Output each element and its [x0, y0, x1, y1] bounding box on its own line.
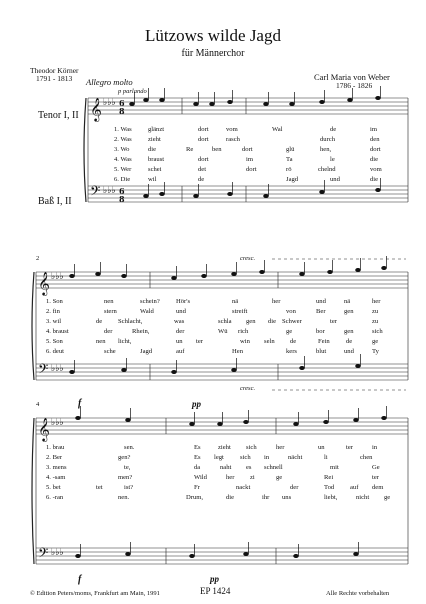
lyric-syllable: her [272, 298, 281, 305]
dynamic-pianissimo: pp [210, 574, 219, 584]
lyric-syllable: der [104, 328, 113, 335]
lyric-syllable: sich [372, 328, 383, 335]
lyric-syllable: ge [286, 328, 293, 335]
lyric-syllable: die [370, 156, 379, 163]
lyric-syllable: die [370, 176, 379, 183]
rights-notice: Alle Rechte vorbehalten [326, 590, 390, 597]
lyric-syllable: 5. Son [46, 338, 63, 345]
lyric-syllable: was [174, 318, 185, 325]
svg-text:♭♭♭: ♭♭♭ [103, 98, 116, 108]
lyric-syllable: ter [330, 318, 337, 325]
cresc-marking: cresc. [240, 385, 256, 392]
lyric-syllable: dort [370, 146, 381, 153]
svg-text:♭♭♭: ♭♭♭ [51, 272, 64, 282]
lyric-syllable: de [290, 338, 297, 345]
dynamic-forte: f [78, 574, 82, 585]
lyric-syllable: chen [360, 454, 373, 461]
lyric-syllable: auf [176, 348, 185, 355]
lyric-syllable: sich [246, 444, 257, 451]
svg-text:6: 6 [119, 98, 125, 108]
verse-1-line: 1. Was [114, 126, 132, 133]
lyric-syllable: ist? [124, 484, 134, 491]
lyric-syllable: 1. Son [46, 298, 63, 305]
lyric-syllable: Es [194, 444, 201, 451]
lyric-syllable: de [96, 318, 103, 325]
dynamic-marking: p parlando [118, 88, 147, 95]
lyric-syllable: nä [344, 298, 351, 305]
lyric-syllable: vom [370, 166, 382, 173]
lyric-syllable: sen. [124, 444, 135, 451]
lyric-syllable: dem [372, 484, 384, 491]
lyric-syllable: Rei [324, 474, 334, 481]
lyric-syllable: 1. brau [46, 444, 65, 451]
dynamic-forte: f [78, 398, 82, 409]
lyric-syllable: Hör's [176, 298, 191, 305]
lyric-syllable: durch [320, 136, 336, 143]
lyric-syllable: kers [286, 348, 297, 355]
lyric-syllable: zi [250, 474, 255, 481]
lyric-syllable: Jagd [286, 176, 299, 183]
lyric-syllable: glänzt [148, 126, 165, 133]
lyric-syllable: Ty [372, 348, 379, 355]
lyric-syllable: liebt, [324, 494, 338, 501]
poet-years: 1791 - 1813 [36, 74, 73, 83]
composer-name: Carl Maria von Weber [314, 72, 390, 82]
lyric-syllable: licht, [118, 338, 132, 345]
lyric-syllable: im [370, 126, 377, 133]
lyric-syllable: chelnd [318, 166, 336, 173]
lyric-syllable: mit [330, 464, 339, 471]
lyric-syllable: 2. Was [114, 136, 132, 143]
voice-label-bass: Baß I, II [38, 196, 72, 207]
lyric-syllable: schla [218, 318, 232, 325]
lyric-syllable: det [198, 166, 207, 173]
lyric-syllable: auf [350, 484, 359, 491]
lyric-syllable: Wald [140, 308, 154, 315]
lyric-syllable: es [246, 464, 252, 471]
treble-clef-icon: 𝄞 [38, 417, 50, 441]
lyric-syllable: zieht [218, 444, 231, 451]
lyric-syllable: gen? [118, 454, 131, 461]
svg-text:♭♭♭: ♭♭♭ [51, 548, 64, 558]
lyric-syllable: un [318, 444, 325, 451]
lyric-syllable: der [176, 328, 185, 335]
lyric-syllable: die [226, 494, 235, 501]
lyric-syllable: zu [372, 308, 379, 315]
composer-years: 1786 - 1826 [336, 81, 373, 90]
lyric-syllable: li [324, 454, 328, 461]
lyric-syllable: nackt [236, 484, 251, 491]
lyric-syllable: dort [198, 156, 209, 163]
lyric-syllable: ihr [262, 494, 270, 501]
lyric-syllable: gen [344, 328, 354, 335]
lyric-syllable: stern [104, 308, 117, 315]
lyric-syllable: Wal [272, 126, 283, 133]
lyric-syllable: un [176, 338, 183, 345]
lyric-syllable: Tod [324, 484, 335, 491]
lyric-syllable: de [198, 176, 205, 183]
lyric-syllable: her [372, 298, 381, 305]
lyric-syllable: da [194, 464, 201, 471]
lyric-syllable: sche [104, 348, 116, 355]
lyric-syllable: Drum, [186, 494, 204, 501]
cresc-marking: cresc. [240, 255, 256, 262]
lyric-syllable: her [276, 444, 285, 451]
lyric-syllable: Ta [286, 156, 293, 163]
bass-clef-icon: 𝄢 [38, 361, 49, 380]
staff-system-1-bass [88, 186, 408, 202]
lyric-syllable: von [286, 308, 296, 315]
lyric-syllable: Wild [194, 474, 207, 481]
staff-system-2-bass [36, 364, 408, 380]
lyric-syllable: seln [264, 338, 275, 345]
lyric-syllable: und [330, 176, 340, 183]
lyric-syllable: Wü [218, 328, 228, 335]
lyric-syllable: ge [276, 474, 283, 481]
lyric-syllable: te, [124, 464, 131, 471]
lyric-syllable: rich [238, 328, 249, 335]
lyric-syllable: tet [96, 484, 103, 491]
staff-system-3-treble [36, 418, 408, 434]
lyric-syllable: nen [104, 298, 114, 305]
lyric-syllable: die [148, 146, 157, 153]
lyric-syllable: Ber [316, 308, 326, 315]
lyric-syllable: zieht [148, 136, 161, 143]
lyric-syllable: 6. deut [46, 348, 64, 355]
svg-text:8: 8 [119, 194, 125, 204]
lyric-syllable: 4. braust [46, 328, 69, 335]
poet-name: Theodor Körner [30, 66, 79, 75]
lyric-syllable: 5. bet [46, 484, 61, 491]
lyric-syllable: Jagd [140, 348, 153, 355]
lyric-syllable: rö [286, 166, 292, 173]
lyric-syllable: hen, [320, 146, 332, 153]
lyric-syllable: bor [316, 328, 325, 335]
lyric-syllable: und [344, 348, 354, 355]
lyric-syllable: ge [372, 338, 379, 345]
lyric-syllable: schnell [264, 464, 283, 471]
staff-system-2-treble [36, 272, 408, 288]
lyric-syllable: glü [286, 146, 295, 153]
svg-text:6: 6 [119, 186, 125, 196]
lyric-syllable: dort [198, 136, 209, 143]
lyric-syllable: ter [196, 338, 203, 345]
lyric-syllable: nen [96, 338, 106, 345]
lyric-syllable: uns [282, 494, 292, 501]
lyric-syllable: streift [232, 308, 248, 315]
lyric-syllable: 2. Ber [46, 454, 63, 461]
lyric-syllable: Hen [232, 348, 243, 355]
lyric-syllable: 4. -sam [46, 474, 66, 481]
lyric-syllable: den [370, 136, 380, 143]
lyric-syllable: vom [226, 126, 238, 133]
lyric-syllable: gen [246, 318, 256, 325]
lyric-syllable: wil [148, 176, 157, 183]
lyric-syllable: nä [232, 298, 239, 305]
lyric-syllable: 5. Wer [114, 166, 132, 173]
bass-clef-icon: 𝄢 [38, 545, 49, 564]
lyric-syllable: Fr [194, 484, 200, 491]
lyric-syllable: dort [242, 146, 253, 153]
lyric-syllable: dort [198, 126, 209, 133]
lyric-syllable: 3. Wo [114, 146, 130, 153]
svg-text:♭♭♭: ♭♭♭ [103, 186, 116, 196]
lyric-syllable: ge [384, 494, 391, 501]
lyric-syllable: 6. Die [114, 176, 131, 183]
lyric-syllable: ter [372, 474, 379, 481]
lyric-syllable: schein? [140, 298, 160, 305]
lyric-syllable: naht [220, 464, 232, 471]
lyric-syllable: men? [118, 474, 133, 481]
dynamic-pianissimo: pp [192, 399, 201, 409]
measure-number: 2 [36, 255, 40, 262]
lyric-syllable: legt [214, 454, 224, 461]
lyric-syllable: schei [148, 166, 162, 173]
lyric-syllable: die [268, 318, 277, 325]
svg-text:♭♭♭: ♭♭♭ [51, 364, 64, 374]
treble-clef-icon: 𝄞 [90, 97, 102, 121]
bass-clef-icon: 𝄢 [90, 183, 101, 202]
lyric-syllable: 2. fin [46, 308, 60, 315]
lyric-syllable: 3. wil [46, 318, 62, 325]
lyric-syllable: zu [372, 318, 379, 325]
lyric-syllable: in [372, 444, 378, 451]
lyric-syllable: Re [186, 146, 194, 153]
lyric-syllable: Fein [318, 338, 330, 345]
lyric-syllable: sich [240, 454, 251, 461]
tempo-marking: Allegro molto [86, 77, 133, 87]
lyric-syllable: der [290, 484, 299, 491]
lyric-syllable: Ge [372, 464, 380, 471]
lyric-syllable: 3. mens [46, 464, 67, 471]
lyric-syllable: de [330, 126, 337, 133]
lyric-syllable: Schlacht, [118, 318, 143, 325]
lyric-syllable: Schwer [282, 318, 302, 325]
measure-number: 4 [36, 401, 40, 408]
lyric-syllable: braust [148, 156, 165, 163]
lyric-syllable: win [240, 338, 250, 345]
lyric-syllable: im [246, 156, 253, 163]
piece-subtitle: für Männerchor [181, 48, 245, 59]
lyric-syllable: her [226, 474, 235, 481]
lyric-syllable: dort [246, 166, 257, 173]
lyric-syllable: nicht [356, 494, 370, 501]
lyric-syllable: in [264, 454, 270, 461]
lyric-syllable: rasch [226, 136, 240, 143]
lyric-syllable: und [176, 308, 186, 315]
lyric-syllable: le [330, 156, 335, 163]
voice-label-tenor: Tenor I, II [38, 110, 79, 121]
lyric-syllable: de [346, 338, 353, 345]
lyric-syllable: Rhein, [132, 328, 150, 335]
lyric-syllable: gen [344, 308, 354, 315]
staff-system-1-treble [88, 98, 408, 114]
treble-clef-icon: 𝄞 [38, 271, 50, 295]
lyric-syllable: 4. Was [114, 156, 132, 163]
lyric-syllable: ter [346, 444, 353, 451]
svg-text:8: 8 [119, 106, 125, 116]
catalog-number: EP 1424 [200, 586, 231, 596]
lyric-syllable: nächt [288, 454, 303, 461]
staff-system-3-bass [36, 548, 408, 564]
lyric-syllable: und [316, 298, 326, 305]
lyric-syllable: nen. [118, 494, 130, 501]
lyric-syllable: Es [194, 454, 201, 461]
copyright-notice: © Edition Peters/moms, Frankfurt am Main, 1991 [30, 590, 160, 597]
lyric-syllable: blut [316, 348, 327, 355]
lyric-syllable: ben [212, 146, 222, 153]
piece-title: Lützows wilde Jagd [145, 26, 281, 45]
lyric-syllable: 6. -ran [46, 494, 64, 501]
svg-text:♭♭♭: ♭♭♭ [51, 418, 64, 428]
